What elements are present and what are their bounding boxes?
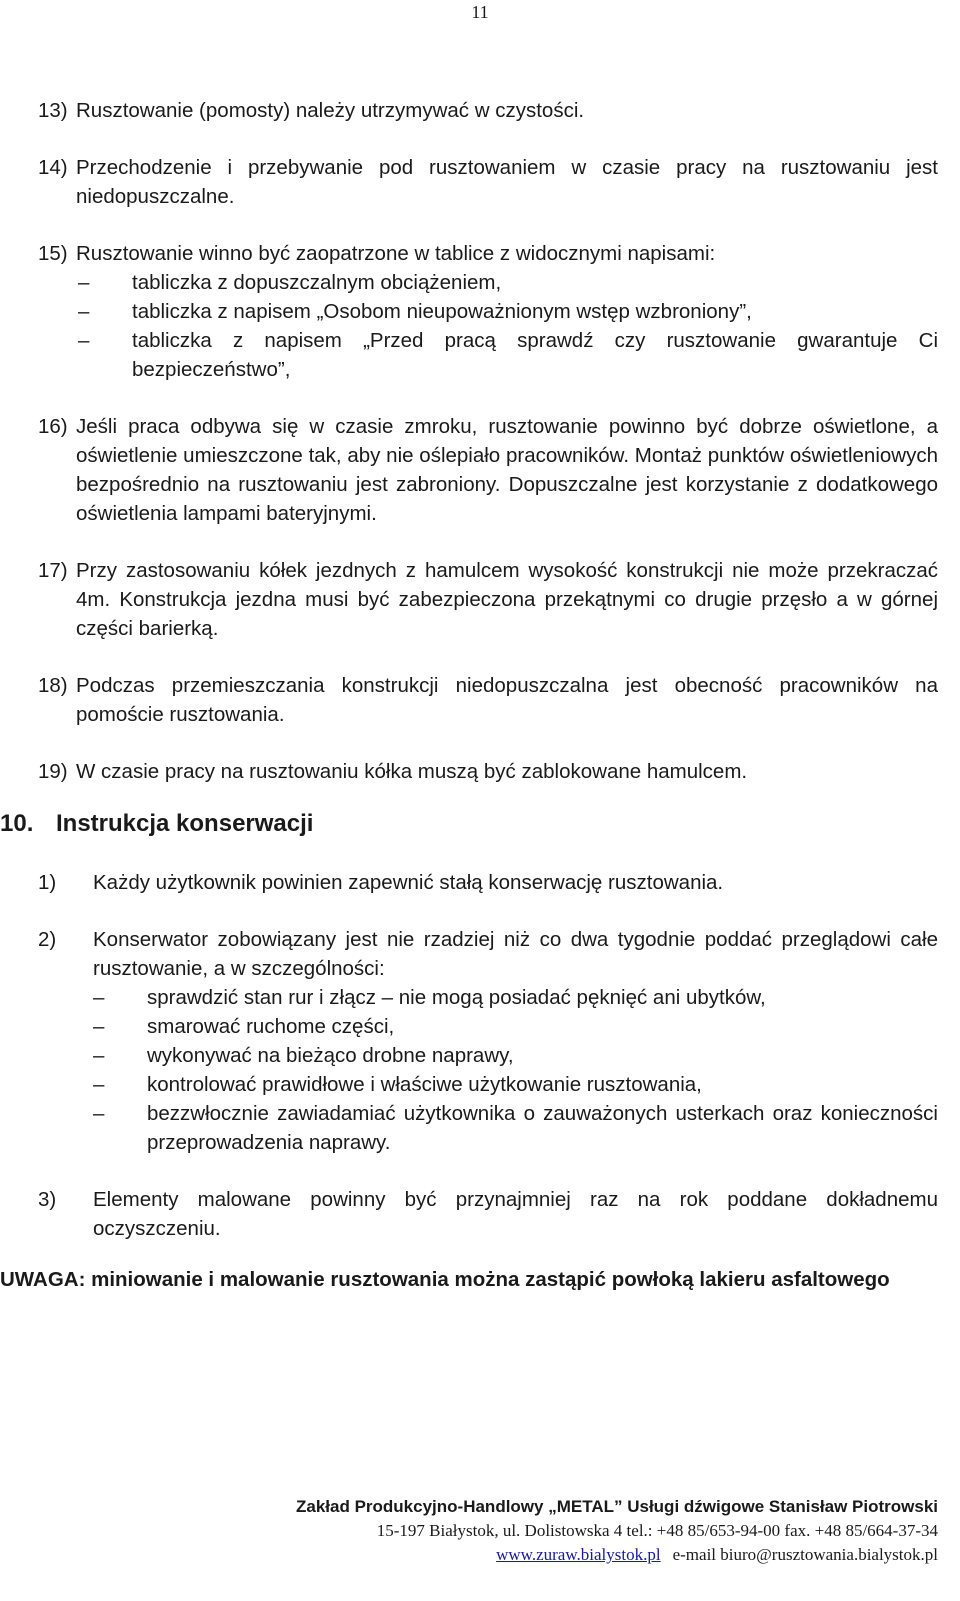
list-item: – tabliczka z napisem „Osobom nieupoważnionym wstęp wzbroniony”, (78, 297, 938, 326)
list-item: – sprawdzić stan rur i złącz – nie mogą posiadać pęknięć ani ubytków, (93, 983, 938, 1012)
item-number: 17) (38, 559, 68, 582)
footer-company: Zakład Produkcyjno-Handlowy „METAL” Usługi dźwigowe Stanisław Piotrowski (296, 1497, 938, 1516)
item-text: W czasie pracy na rusztowaniu kółka muszą być zablokowane hamulcem. (76, 760, 748, 783)
sign-list (78, 268, 938, 384)
item-text: Elementy malowane powinny być przynajmniej raz na rok poddane dokładnemu oczyszczeniu. (93, 1188, 938, 1240)
dash-bullet: – (78, 271, 90, 294)
item-text: Konserwator zobowiązany jest nie rzadziej niż co dwa tygodnie poddać przeglądowi całe rusztowanie, a w szczególności: (93, 928, 938, 980)
list-item: – bezzwłocznie zawiadamiać użytkownika o zauważonych usterkach oraz konieczności przeprowadzenia naprawy. (93, 1099, 938, 1157)
list-item-15 (38, 239, 938, 384)
list-item-18 (38, 671, 938, 729)
page-footer (232, 1495, 938, 1567)
dash-bullet: – (78, 329, 90, 352)
document-body (0, 96, 938, 1294)
section-title: Instrukcja konserwacji (56, 810, 314, 837)
section-heading (0, 808, 938, 840)
item-text: Przy zastosowaniu kółek jezdnych z hamulcem wysokość konstrukcji nie może przekraczać 4m. Konstrukcja jezdna musi być zabezpieczona przekątnymi co drugie przęsło a w górnej części barierką. (76, 559, 938, 640)
list-item-19 (38, 757, 938, 786)
dash-bullet: – (93, 1044, 105, 1067)
item-text: Każdy użytkownik powinien zapewnić stałą konserwację rusztowania. (93, 871, 724, 894)
dash-bullet: – (93, 1102, 105, 1125)
item-text: Rusztowanie (pomosty) należy utrzymywać w czystości. (76, 99, 585, 122)
footer-address: 15-197 Białystok, ul. Dolistowska 4 tel.: +48 85/653-94-00 fax. +48 85/664-37-34 (376, 1521, 938, 1540)
item-number: 14) (38, 156, 68, 179)
list-item: – tabliczka z napisem „Przed pracą sprawdź czy rusztowanie gwarantuje Ci bezpieczeństwo”, (78, 326, 938, 384)
list-item: – tabliczka z dopuszczalnym obciążeniem, (78, 268, 938, 297)
dash-bullet: – (93, 986, 105, 1009)
list-item: – wykonywać na bieżąco drobne naprawy, (93, 1041, 938, 1070)
maintenance-item-2 (38, 925, 938, 1157)
item-number: 15) (38, 242, 68, 265)
item-text: Jeśli praca odbywa się w czasie zmroku, rusztowanie powinno być dobrze oświetlone, a oświetlenie umieszczone tak, aby nie oślepiało pracowników. Montaż punktów oświetleniowych bezpośrednio na rusztowaniu jest zabroniony. Dopuszczalne jest korzystanie z dodatkowego oświetlenia lampami bateryjnymi. (76, 415, 938, 525)
item-text: Rusztowanie winno być zaopatrzone w tablice z widocznymi napisami: (76, 242, 716, 265)
footer-email: e-mail biuro@rusztowania.bialystok.pl (672, 1545, 938, 1564)
item-number: 3) (38, 1188, 57, 1211)
dash-bullet: – (93, 1073, 105, 1096)
warning-note: UWAGA: miniowanie i malowanie rusztowania można zastąpić powłoką lakieru asfaltowego (0, 1268, 890, 1291)
maintenance-item-3 (38, 1185, 938, 1243)
list-item-13 (38, 96, 938, 125)
list-item: – kontrolować prawidłowe i właściwe użytkowanie rusztowania, (93, 1070, 938, 1099)
item-number: 16) (38, 415, 68, 438)
website-link[interactable]: www.zuraw.bialystok.pl (496, 1545, 661, 1564)
page-number: 11 (471, 2, 489, 22)
item-number: 1) (38, 871, 57, 894)
maintenance-list (93, 983, 938, 1157)
item-number: 18) (38, 674, 68, 697)
section-number: 10. (0, 810, 34, 837)
item-number: 19) (38, 760, 68, 783)
maintenance-item-1 (38, 868, 938, 897)
list-item-14 (38, 153, 938, 211)
item-number: 2) (38, 928, 57, 951)
list-item-16 (38, 412, 938, 528)
dash-bullet: – (78, 300, 90, 323)
item-text: Podczas przemieszczania konstrukcji niedopuszczalna jest obecność pracowników na pomoście rusztowania. (76, 674, 938, 726)
item-text: Przechodzenie i przebywanie pod rusztowaniem w czasie pracy na rusztowaniu jest niedopuszczalne. (76, 156, 938, 208)
list-item-17 (38, 556, 938, 643)
dash-bullet: – (93, 1015, 105, 1038)
item-number: 13) (38, 99, 68, 122)
list-item: – smarować ruchome części, (93, 1012, 938, 1041)
footer-contact (232, 1543, 938, 1567)
